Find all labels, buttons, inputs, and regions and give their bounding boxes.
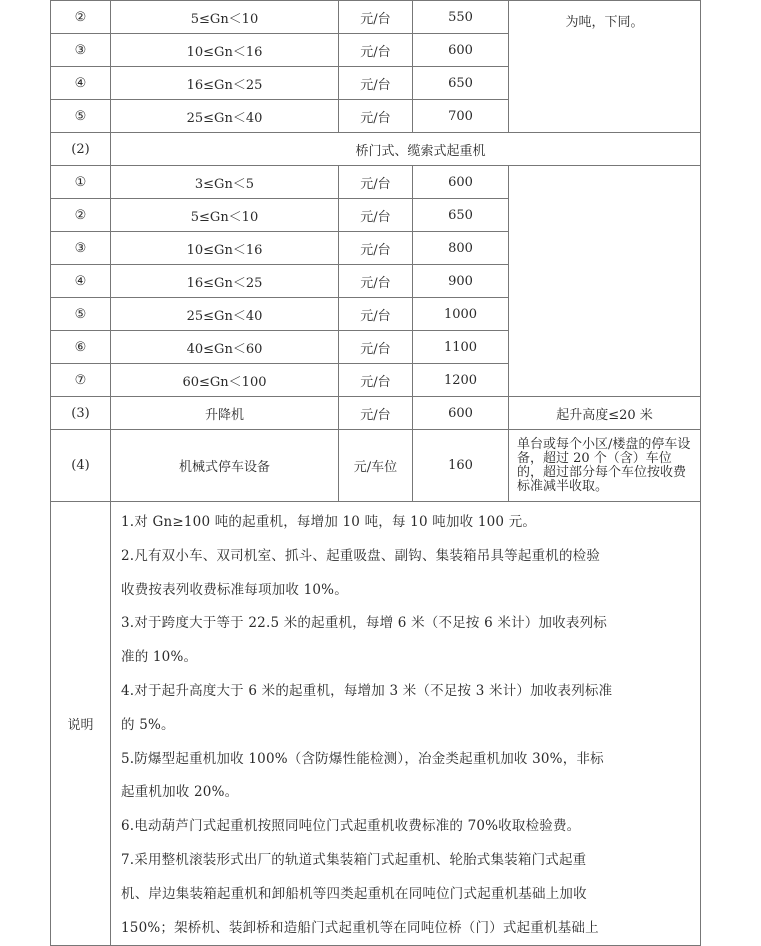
equipment-name: 机械式停车设备 xyxy=(111,430,339,502)
unit: 元/台 xyxy=(339,265,413,298)
tonnage-range: 16≤Gn＜25 xyxy=(111,67,339,100)
unit: 元/台 xyxy=(339,67,413,100)
notes-row xyxy=(51,502,701,946)
unit: 元/台 xyxy=(339,1,413,34)
price: 800 xyxy=(413,232,509,265)
row-number: ⑦ xyxy=(51,364,111,397)
tonnage-range: 25≤Gn＜40 xyxy=(111,298,339,331)
row-number: (3) xyxy=(51,397,111,430)
table-row xyxy=(51,430,701,502)
price: 160 xyxy=(413,430,509,502)
note-line: 收费按表列收费标准每项加收 10%。 xyxy=(121,581,348,598)
unit: 元/台 xyxy=(339,364,413,397)
tonnage-range: 10≤Gn＜16 xyxy=(111,232,339,265)
note-line: 3.对于跨度大于等于 22.5 米的起重机，每增 6 米（不足按 6 米计）加收表列标 xyxy=(121,615,607,632)
note-line: 机、岸边集装箱起重机和卸船机等四类起重机在同吨位门式起重机基础上加收 xyxy=(121,885,587,902)
note-line: 7.采用整机滚装形式出厂的轨道式集装箱门式起重机、轮胎式集装箱门式起重 xyxy=(121,851,587,868)
section-row xyxy=(51,133,701,166)
row-number: ③ xyxy=(51,34,111,67)
price: 1200 xyxy=(413,364,509,397)
table-row xyxy=(51,1,701,34)
row-number: ④ xyxy=(51,67,111,100)
unit: 元/台 xyxy=(339,34,413,67)
unit: 元/台 xyxy=(339,100,413,133)
row-number: ④ xyxy=(51,265,111,298)
note-line: 的 5%。 xyxy=(121,716,175,733)
price: 550 xyxy=(413,1,509,34)
unit: 元/台 xyxy=(339,397,413,430)
tonnage-range: 5≤Gn＜10 xyxy=(111,1,339,34)
remark: 单台或每个小区/楼盘的停车设备，超过 20 个（含）车位的，超过部分每个车位按收费标准减半收取。 xyxy=(509,430,701,502)
price: 1000 xyxy=(413,298,509,331)
tonnage-range: 5≤Gn＜10 xyxy=(111,199,339,232)
note-line: 6.电动葫芦门式起重机按照同吨位门式起重机收费标准的 70%收取检验费。 xyxy=(121,818,581,835)
row-number: ② xyxy=(51,199,111,232)
price: 650 xyxy=(413,67,509,100)
price: 900 xyxy=(413,265,509,298)
unit: 元/车位 xyxy=(339,430,413,502)
fee-table xyxy=(50,0,701,946)
row-number: ① xyxy=(51,166,111,199)
document-page xyxy=(50,0,700,946)
row-number: (4) xyxy=(51,430,111,502)
remark: 起升高度≤20 米 xyxy=(509,397,701,430)
row-number: ⑤ xyxy=(51,298,111,331)
table-row xyxy=(51,166,701,199)
notes-label: 说明 xyxy=(51,502,111,946)
tonnage-range: 16≤Gn＜25 xyxy=(111,265,339,298)
row-number: ③ xyxy=(51,232,111,265)
note-line: 2.凡有双小车、双司机室、抓斗、起重吸盘、副钩、集装箱吊具等起重机的检验 xyxy=(121,547,601,564)
unit: 元/台 xyxy=(339,199,413,232)
price: 650 xyxy=(413,199,509,232)
tonnage-range: 10≤Gn＜16 xyxy=(111,34,339,67)
row-number: ⑤ xyxy=(51,100,111,133)
price: 700 xyxy=(413,100,509,133)
price: 600 xyxy=(413,166,509,199)
note-line: 准的 10%。 xyxy=(121,649,198,666)
price: 600 xyxy=(413,34,509,67)
remark-empty xyxy=(509,166,701,397)
note-line: 起重机加收 20%。 xyxy=(121,784,239,801)
note-line: 150%；架桥机、装卸桥和造船门式起重机等在同吨位桥（门）式起重机基础上 xyxy=(121,919,599,936)
note-line: 4.对于起升高度大于 6 米的起重机，每增加 3 米（不足按 3 米计）加收表列标准 xyxy=(121,682,613,699)
note-line: 5.防爆型起重机加收 100%（含防爆性能检测），冶金类起重机加收 30%，非标 xyxy=(121,750,604,767)
unit: 元/台 xyxy=(339,298,413,331)
notes-body xyxy=(111,502,701,946)
unit: 元/台 xyxy=(339,166,413,199)
tonnage-range: 40≤Gn＜60 xyxy=(111,331,339,364)
row-number: ② xyxy=(51,1,111,34)
section-number: (2) xyxy=(51,133,111,166)
price: 600 xyxy=(413,397,509,430)
table-row xyxy=(51,397,701,430)
tonnage-range: 3≤Gn＜5 xyxy=(111,166,339,199)
equipment-name: 升降机 xyxy=(111,397,339,430)
price: 1100 xyxy=(413,331,509,364)
remark: 为吨，下同。 xyxy=(509,1,701,133)
tonnage-range: 60≤Gn＜100 xyxy=(111,364,339,397)
unit: 元/台 xyxy=(339,232,413,265)
section-name: 桥门式、缆索式起重机 xyxy=(111,133,701,166)
note-line: 1.对 Gn≥100 吨的起重机，每增加 10 吨，每 10 吨加收 100 元。 xyxy=(121,514,537,530)
row-number: ⑥ xyxy=(51,331,111,364)
unit: 元/台 xyxy=(339,331,413,364)
tonnage-range: 25≤Gn＜40 xyxy=(111,100,339,133)
